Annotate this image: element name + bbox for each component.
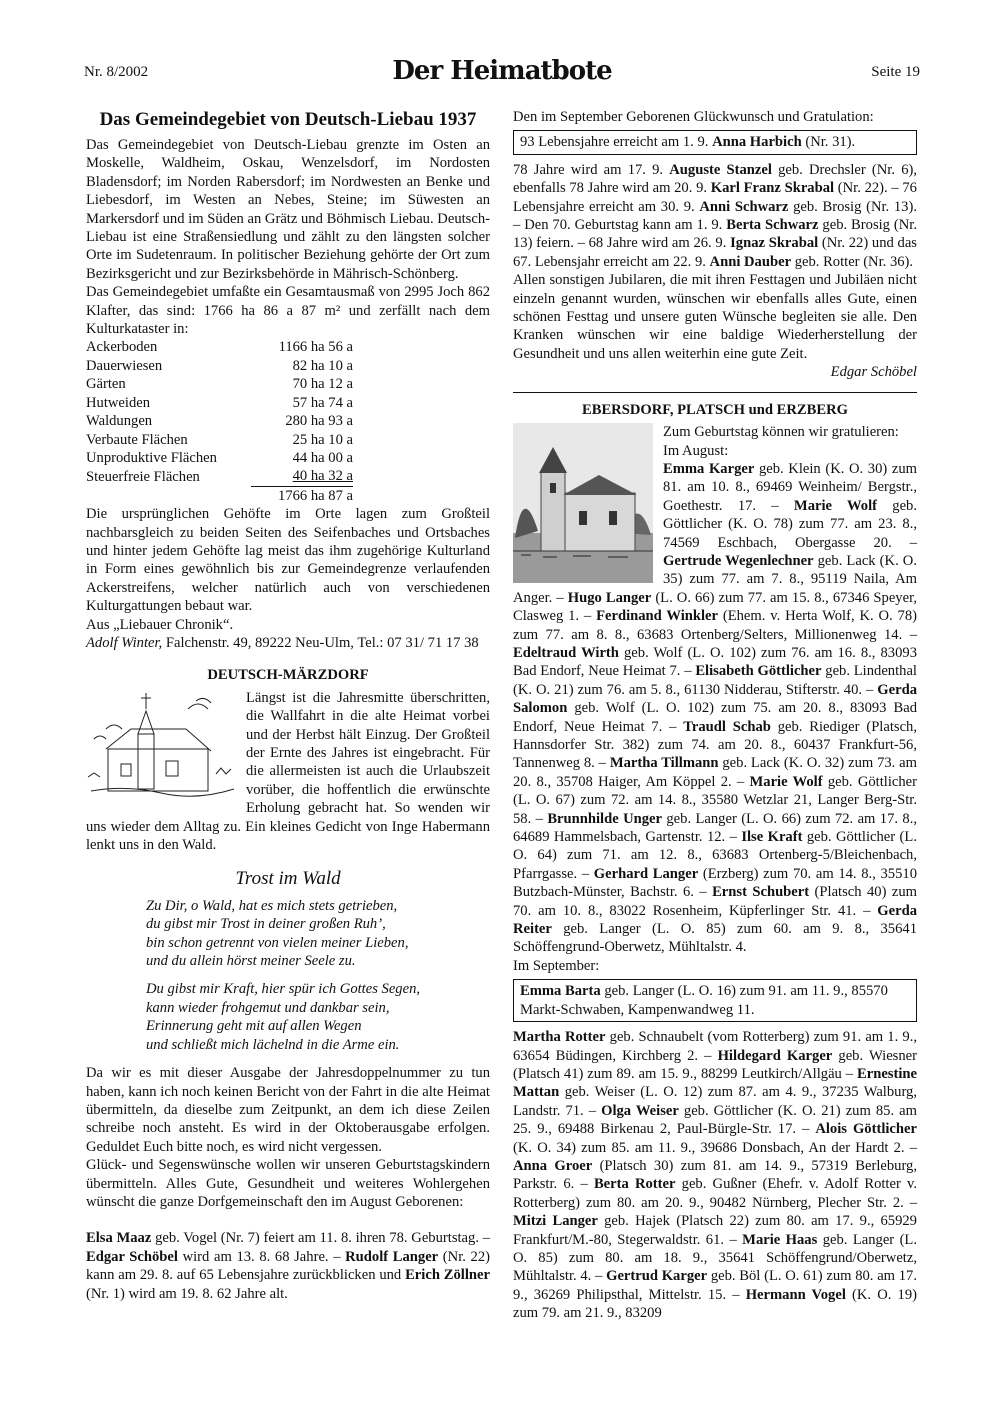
paragraph: Das Gemeindegebiet umfaßte ein Gesamtausmaß von 2995 Joch 862 Klafter, das sind: 1766 ha 86 a 87 m² und zerfällt nach dem Kulturkataster in: (86, 284, 490, 338)
person-name: Ignaz Skrabal (730, 235, 819, 252)
person-name: Anni Schwarz (699, 198, 789, 215)
person-name: Traudl Schab (683, 718, 771, 735)
paragraph: Die ursprünglichen Gehöfte im Orte lagen zum Großteil nachbarsgleich zu beiden Seiten des Seifenbaches und Ortsbaches und hinter jedem Gehöfte lag meist das ihm zugehörige Kulturland in Form eines gewöhnlich bis zur Gemeindegrenze verlaufenden Ackerstreifens, welcher natürlich auch von verschiedenen Kulturgattungen bebaut war. (86, 506, 490, 615)
poem-line: Zu Dir, o Wald, hat es mich stets getrieben, (146, 897, 398, 914)
person-name: Elisabeth Göttlicher (695, 663, 822, 680)
land-total: 1766 ha 87 a (251, 486, 353, 505)
section-body (86, 689, 490, 855)
person-name: Elsa Maaz (86, 1230, 152, 1247)
section-title: DEUTSCH-MÄRZDORF (207, 667, 369, 684)
author-line (86, 634, 490, 652)
person-name: Alois Göttlicher (815, 1121, 917, 1138)
paragraph: Allen sonstigen Jubilaren, die mit ihren Festtagen und Jubiläen nicht einzeln genannt wurden, wünschen wir ebenfalls alles Gute, einen schönen Festtag und unsere guten Wünsche begleiten sie alle. Den Kranken wünschen wir eine baldige Wiederherstellung der Gesundheit und uns allen weiterhin eine gute Zeit. (513, 272, 917, 362)
person-name: Hermann Vogel (745, 1286, 846, 1303)
person-name: Anna Harbich (712, 134, 802, 151)
land-type: Gärten (86, 376, 126, 393)
person-name: Gerhard Langer (593, 865, 699, 882)
person-name: Ilse Kraft (741, 829, 803, 846)
land-area: 1166 ha 56 a (278, 339, 353, 356)
person-name: Anna Groer (513, 1157, 593, 1174)
person-name: Gerda Reiter (513, 902, 917, 938)
person-name: Hildegard Karger (717, 1047, 833, 1064)
land-row (86, 467, 353, 486)
land-type: Verbaute Flächen (86, 431, 188, 448)
land-type: Unproduktive Flächen (86, 449, 217, 466)
poem-line: und schließt mich lächelnd in die Arme ein. (146, 1036, 400, 1053)
land-area: 57 ha 74 a (292, 394, 353, 411)
person-name: Karl Franz Skrabal (710, 180, 835, 197)
month-heading: Im September: (513, 957, 600, 974)
highlight-box: 93 Lebensjahre erreicht am 1. 9. Anna Harbich (Nr. 31). (513, 130, 917, 154)
birthday-list: Martha Rotter geb. Schnaubelt (vom Rotterberg) zum 91. am 1. 9., 63654 Büdingen, Kirchberg 2. – Hildegard Karger geb. Wiesner (Platsch 41) zum 89. am 15. 9., 88299 Leutkirch/Allgäu – Ernestine Mattan geb. Weiser (L. O. 12) zum 87. am 4. 9., 37235 Walburg, Landstr. 71. – Olga Weiser geb. Göttlicher (K. O. 21) zum 85. am 25. 9., 69488 Birkenau 2, Paul-Bürgle-Str. 17. – Alois Göttlicher (K. O. 34) zum 85. am 11. 9., 39686 Donsbach, An der Hardt 2. – Anna Groer (Platsch 30) zum 81. am 14. 9., 57319 Berleburg, Parkstr. 6. – Berta Rotter geb. Gußner (Ehefr. v. Adolf Rotter v. Rotterberg) zum 80. am 20. 9., 90482 Nürnberg, Plecher Str. 2. – Mitzi Langer geb. Hajek (Platsch 22) zum 80. am 17. 9., 65929 Frankfurt/M.-80, Stegerwaldstr. 61. – Marie Haas geb. Langer (L. O. 85) zum 80. am 18. 9., 35641 Schöffengrund/Oberwetz, Mühltalstr. 4. – Gertrud Karger geb. Böl (L. O. 61) zum 80. am 17. 9., 36269 Philipsthal, Mittelstr. 15. – Hermann Vogel (K. O. 19) zum 79. am 21. 9., 83209 (513, 1029, 918, 1322)
paragraph: Da wir es mit dieser Ausgabe der Jahresdoppelnummer zu tun haben, kann ich noch keinen Bericht von der Fahrt in die alte Heimat übermitteln, da dieselbe zum Zeitpunkt, an dem ich diese Zeilen schreibe noch ansteht. Es wird in der Oktoberausgabe erfolgen. Geduldet Euch bitte noch, es wird nicht vergessen. (86, 1065, 490, 1155)
poem-line: du gibst mir Trost in deiner großen Ruh’, (146, 916, 386, 933)
page-number: Seite 19 (871, 64, 920, 80)
land-row (86, 412, 353, 430)
left-column (86, 108, 490, 1303)
land-area: 44 ha 00 a (292, 449, 353, 466)
section-intro: Zum Geburtstag können wir gratulieren: (663, 424, 899, 441)
poem-line: Du gibst mir Kraft, hier spür ich Gottes Segen, (146, 981, 421, 998)
poem-line: bin schon getrennt von vielen meiner Lieben, (146, 934, 409, 951)
source-note: Aus „Liebauer Chronik“. (86, 616, 234, 633)
author-address: Falchenstr. 49, 89222 Neu-Ulm, Tel.: 07 31/ 71 17 38 (162, 634, 479, 651)
land-row (86, 394, 353, 412)
chapel-drawing (86, 689, 236, 801)
intro-line: Den im September Geborenen Glückwunsch und Gratulation: (513, 109, 874, 125)
paragraph: Glück- und Segenswünsche wollen wir unseren Geburtstagskindern übermitteln. Alles Gute, Gesundheit und weiteres Wohlergehen wünscht die ganze Dorfgemeinschaft den im August Geborenen: (86, 1157, 490, 1210)
church-photo (513, 423, 653, 583)
person-name: Gertrud Karger (606, 1268, 708, 1285)
land-row (86, 357, 353, 375)
person-name: Ferdinand Winkler (596, 608, 718, 625)
issue-number: Nr. 8/2002 (84, 64, 149, 80)
person-name: Anni Dauber (709, 253, 792, 270)
person-name: Emma Barta (520, 983, 601, 1000)
land-type: Hutweiden (86, 394, 151, 411)
person-name: Gerda Salomon (513, 681, 917, 717)
poem-line: und du allein hörst meiner Seele zu. (146, 953, 356, 970)
land-row (86, 338, 353, 356)
person-name: Auguste Stanzel (669, 161, 772, 178)
person-name: Gertrude Wegenlechner (663, 552, 814, 569)
birthday-list: 78 Jahre wird am 17. 9. Auguste Stanzel geb. Drechsler (Nr. 6), ebenfalls 78 Jahre wird am 20. 9. Karl Franz Skrabal (Nr. 22). – 76 Lebensjahre erreicht am 30. 9. Anni Schwarz geb. Brosig (Nr. 13). – Den 70. Geburtstag kann am 1. 9. Berta Schwarz geb. Brosig (Nr. 13) feiern. – 68 Jahre wird am 26. 9. Ignaz Skrabal (Nr. 22) und das 67. Lebensjahr erreicht am 22. 9. Anni Dauber geb. Rotter (Nr. 36). (513, 161, 917, 270)
poem-line: Erinnerung geht mit auf allen Wegen (146, 1018, 362, 1035)
person-name: Edeltraud Wirth (513, 644, 619, 661)
person-name: Martha Tillmann (609, 755, 719, 772)
person-name: Brunnhilde Unger (547, 810, 662, 827)
person-name: Berta Schwarz (726, 217, 819, 234)
person-name: Rudolf Langer (345, 1248, 439, 1265)
person-name: Martha Rotter (513, 1029, 606, 1046)
land-type: Waldungen (86, 413, 153, 430)
land-area: 82 ha 10 a (292, 357, 353, 374)
land-type: Dauerwiesen (86, 357, 163, 374)
section-title: EBERSDORF, PLATSCH und ERZBERG (581, 401, 848, 418)
highlight-box: Emma Barta geb. Langer (L. O. 16) zum 91. am 11. 9., 85570 Markt-Schwaben, Kampenwandweg 11. (513, 979, 917, 1022)
person-name: Berta Rotter (593, 1176, 676, 1193)
right-column (513, 108, 917, 1323)
article-title: Das Gemeindegebiet von Deutsch-Liebau 1937 (99, 109, 477, 130)
land-type: Ackerboden (86, 339, 158, 356)
person-name: Olga Weiser (601, 1102, 679, 1119)
divider (513, 392, 917, 393)
person-name: Ernestine Mattan (513, 1065, 917, 1101)
birthday-list: Emma Karger geb. Klein (K. O. 30) zum 81. am 10. 8., 69469 Weinheim/ Bergstr., Goethestr. 17. – Marie Wolf geb. Göttlicher (K. O. 78) zum 77. am 23. 8., 74569 Eschbach, Obergasse 20. – Gertrude Wegenlechner geb. Lack (K. O. 35) zum 77. am 7. 8., 95119 Naila, Am Anger. – Hugo Langer (L. O. 66) zum 77. am 15. 8., 67346 Speyer, Clasweg 1. – Ferdinand Winkler (Ehem. v. Herta Wolf, K. O. 78) zum 77. am 8. 8., 63683 Ortenberg/Selters, Millionenweg 14. – Edeltraud Wirth geb. Wolf (L. O. 102) zum 76. am 16. 8., 83093 Bad Endorf, Neue Heimat 7. – Elisabeth Göttlicher geb. Lindenthal (K. O. 21) zum 76. am 5. 8., 61130 Nidderau, Stifterstr. 40. – Gerda Salomon geb. Wolf (L. O. 102) zum 75. am 20. 8., 83093 Bad Endorf, Neue Heimat 7. – Traudl Schab geb. Riediger (Platsch, Hannsdorfer Str. 382) zum 74. am 20. 8., 60437 Frankfurt-56, Tannenweg 8. – Martha Tillmann geb. Lack (K. O. 32) zum 73. am 20. 8., 35708 Haiger, Am Köppel 2. – Marie Wolf geb. Göttlicher (L. O. 67) zum 72. am 14. 8., 35580 Wetzlar 21, Langer Berg-Str. 58. – Brunnhilde Unger geb. Langer (L. O. 66) zum 72. am 17. 8., 64689 Hammelsbach, Gartenstr. 12. – Ilse Kraft geb. Göttlicher (L. O. 64) zum 71. am 12. 8., 63683 Ortenberg-5/Bleichenbach, Pfarrgasse. – Gerhard Langer (Erzberg) zum 70. am 14. 8., 35510 Butzbach-Münster, Bachstr. 6. – Ernst Schubert (Platsch 40) zum 70. am 10. 8., 83022 Rosenheim, Küpferlinger Str. 41. – Gerda Reiter geb. Langer (L. O. 85) zum 60. am 9. 8., 35641 Schöffengrund-Oberwetz, Mühltalstr. 4. (513, 460, 918, 956)
page-header (84, 56, 920, 90)
person-name: Emma Karger (663, 460, 755, 477)
person-name: Edgar Schöbel (86, 1248, 178, 1265)
poem-title: Trost im Wald (235, 868, 341, 890)
land-table (86, 338, 353, 505)
land-type: Steuerfreie Flächen (86, 468, 200, 485)
paragraph: Das Gemeindegebiet von Deutsch-Liebau grenzte im Osten an Moskelle, Waldheim, Oskau, Wenzelsdorf, im Nordosten Bladensdorf; im Norden Rabersdorf; im Nordwesten an Benke und Liebesdorf, im Westen an Nebes, Steine; im Süwesten an Markersdorf und im Süden an Grätz und Böhmisch Liebau. Deutsch-Liebau ist eine Straßensiedlung und zählt zu den längsten solcher Orte im Sudetenraum. In politischer Beziehung gehörte der Ort zum Bezirksgericht und zur Bezirksbehörde in Mährisch-Schönberg. (86, 137, 490, 282)
person-name: Marie Wolf (793, 497, 878, 514)
land-area: 25 ha 10 a (292, 431, 353, 448)
person-name: Erich Zöllner (405, 1267, 490, 1284)
poem-stanza (146, 980, 490, 1054)
month-heading: Im August: (663, 442, 729, 459)
poem-stanza (146, 897, 490, 971)
signature: Edgar Schöbel (830, 364, 917, 381)
land-row (86, 431, 353, 449)
birthday-list: Elsa Maaz geb. Vogel (Nr. 7) feiert am 11. 8. ihren 78. Geburtstag. – Edgar Schöbel wird am 13. 8. 68 Jahre. – Rudolf Langer (Nr. 22) kann am 29. 8. auf 65 Lebensjahre zurückblicken und Erich Zöllner (Nr. 1) wird am 19. 8. 62 Jahre alt. (86, 1230, 490, 1302)
land-area: 40 ha 32 a (292, 468, 353, 485)
author-name: Adolf Winter, (86, 634, 163, 651)
person-name: Hugo Langer (567, 589, 652, 606)
person-name: Marie Haas (742, 1231, 818, 1248)
paragraph: Längst ist die Jahresmitte überschritten, die Wallfahrt in die alte Heimat vorbei und der Herbst hält Einzug. Der Großteil der Ernte des Jahres ist eingebracht. Für die allermeisten ist auch die Urlaubszeit vorüber, die hoffentlich die erwünschte Erholung gebracht hat. So wenden wir uns wieder dem Alltag zu. Ein kleines Gedicht von Inge Habermann lenkt uns in den Wald. (86, 689, 490, 854)
land-row (86, 449, 353, 467)
land-area: 70 ha 12 a (292, 376, 353, 393)
person-name: Mitzi Langer (513, 1213, 598, 1230)
poem-line: kann wieder frohgemut und dankbar sein, (146, 999, 390, 1016)
person-name: Marie Wolf (749, 773, 823, 790)
land-area: 280 ha 93 a (285, 413, 353, 430)
masthead-title: Der Heimatbote (392, 56, 612, 86)
person-name: Ernst Schubert (712, 884, 810, 901)
land-row (86, 375, 353, 393)
section-body (513, 423, 917, 957)
